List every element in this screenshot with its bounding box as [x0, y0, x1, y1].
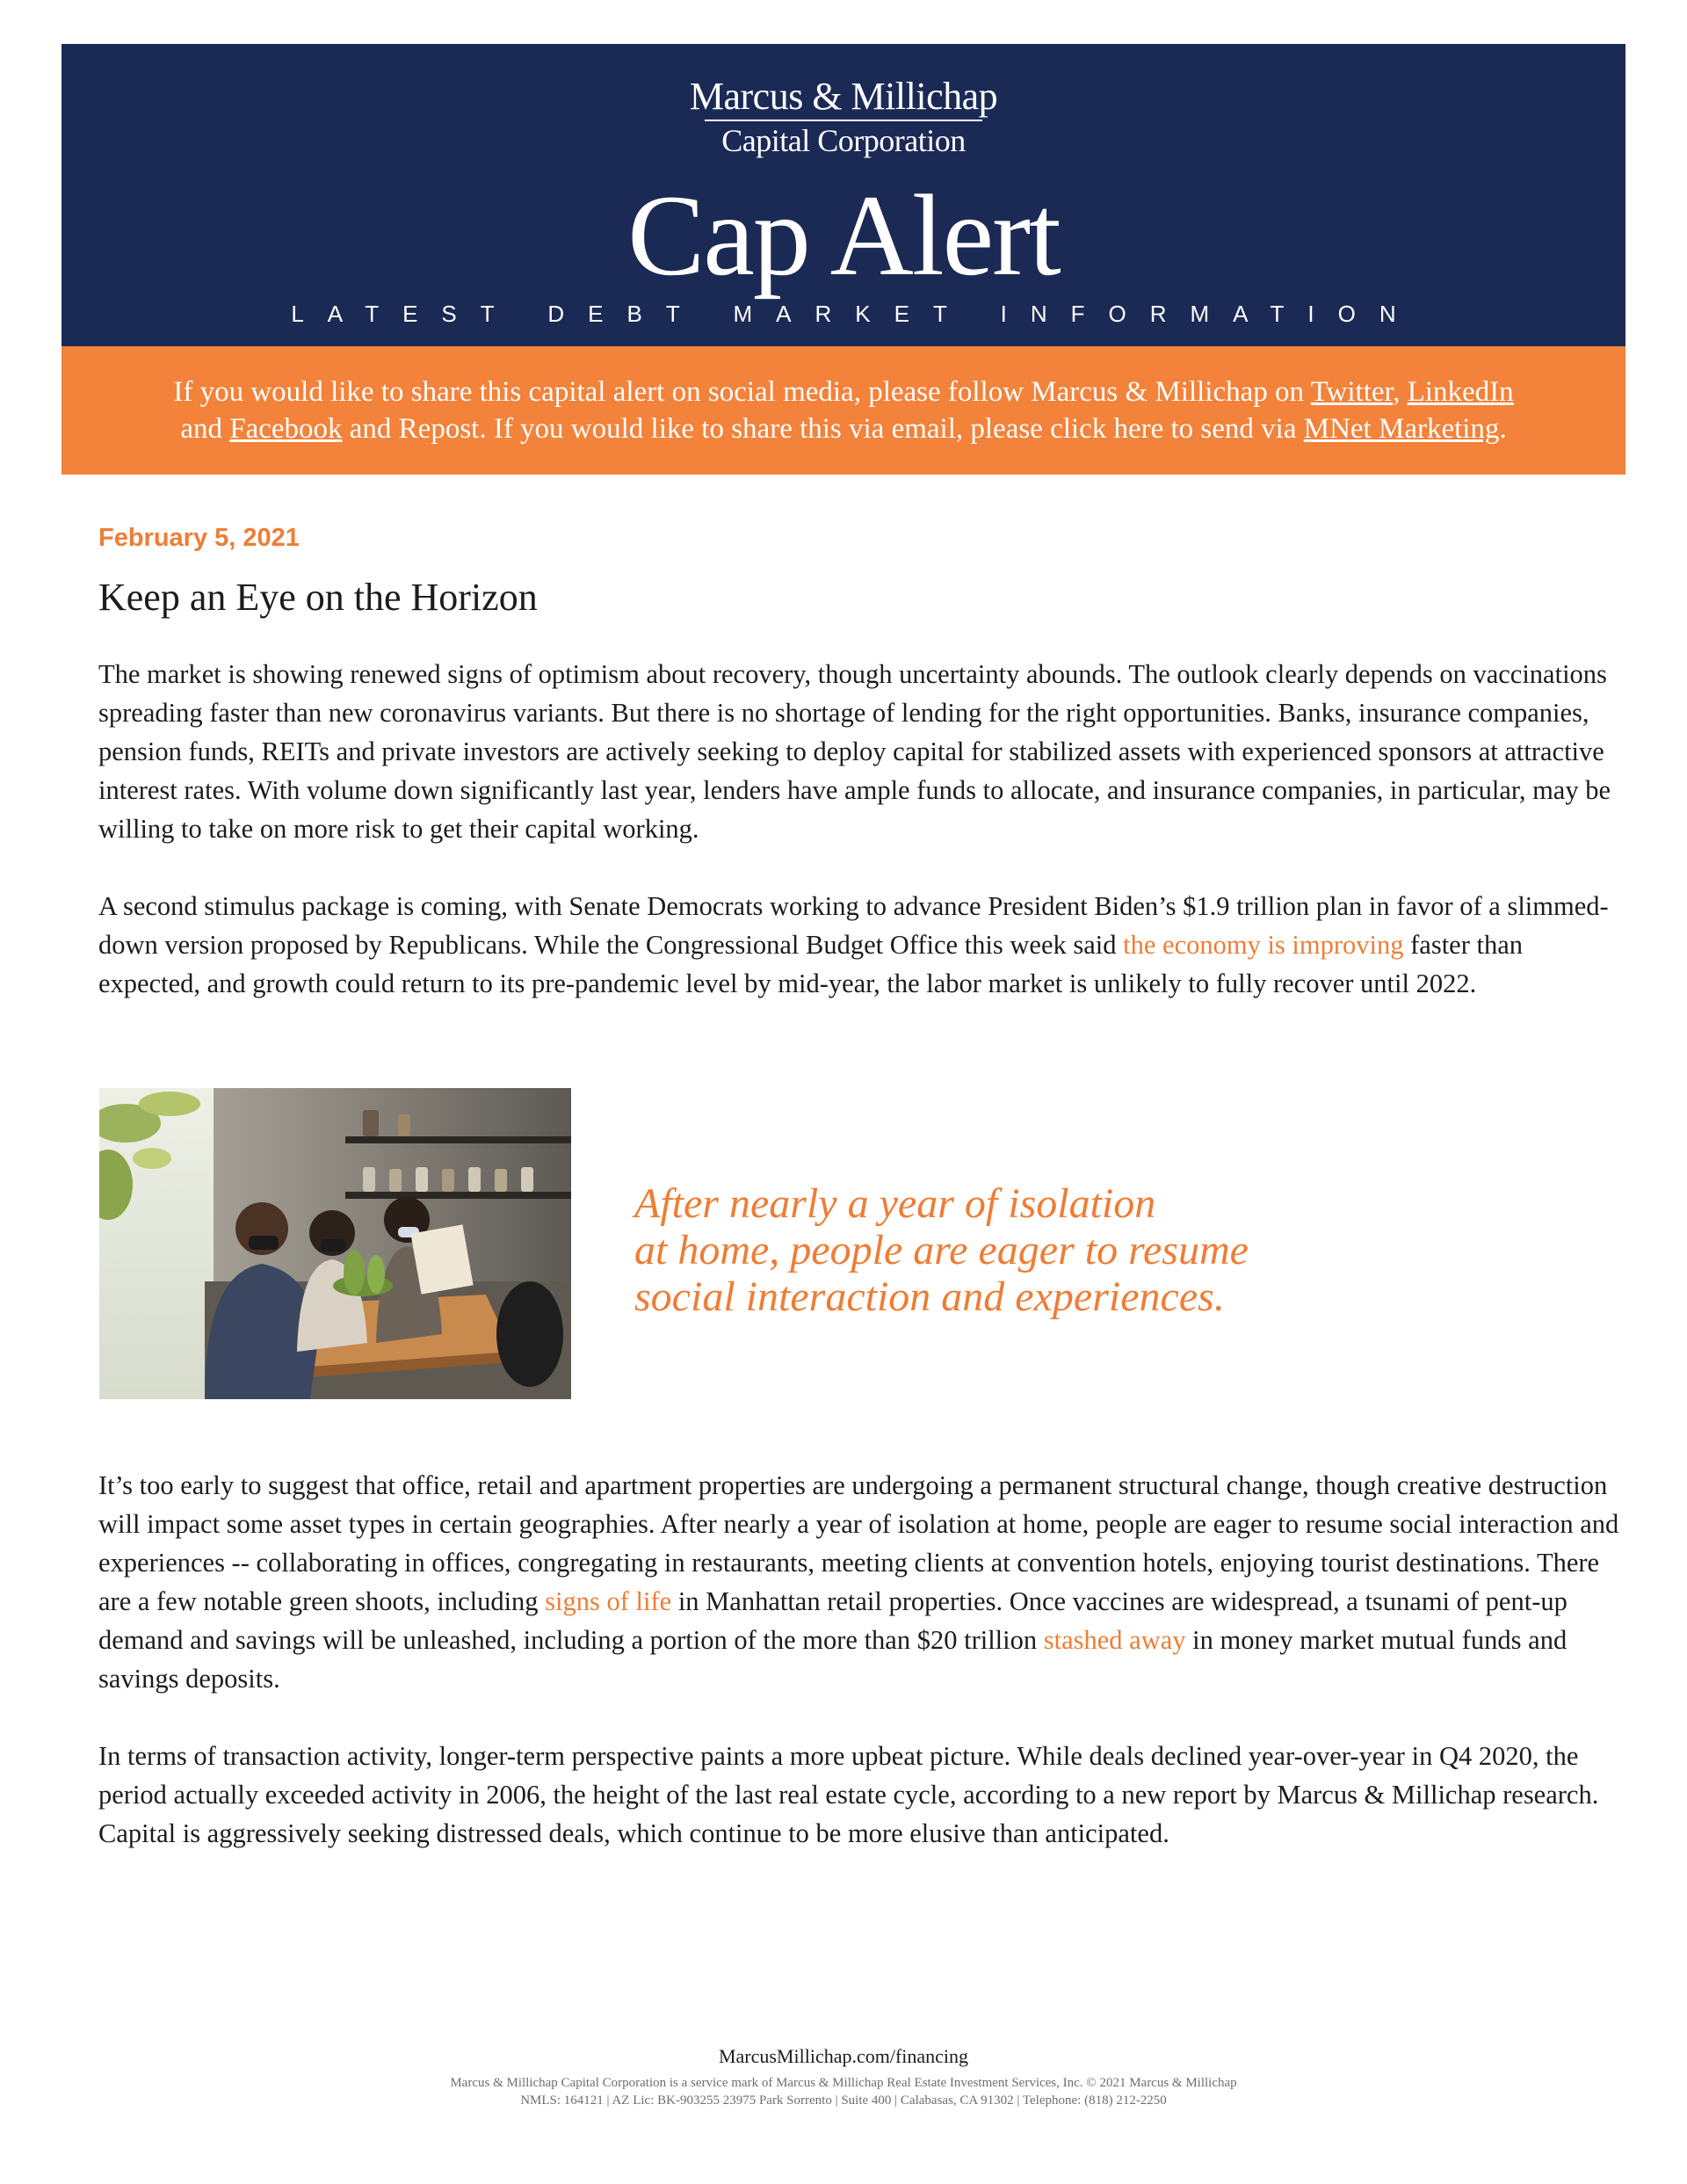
- twitter-link[interactable]: Twitter: [1310, 376, 1394, 408]
- paragraph-3: [98, 1466, 1627, 1698]
- share-line2: [62, 410, 1625, 447]
- mnet-marketing-link[interactable]: MNet Marketing: [1303, 413, 1500, 445]
- logo-rule: [705, 120, 982, 121]
- paragraph-2-text-a: A second stimulus package is coming, with Senate Democrats working to advance President Biden’s $1.9 trillion plan in favor of a slimmed-down version proposed by Republicans. While the Congressional Budget Office this week said: [98, 891, 1609, 960]
- share-period: .: [1499, 413, 1507, 445]
- paragraph-1: The market is showing renewed signs of optimism about recovery, though uncertainty abounds. The outlook clearly depends on vaccinations spreading faster than new coronavirus variants. But there is no shortage of lending for the right opportunities. Banks, insurance companies, pension funds, REITs and private investors are actively seeking to deploy capital for stabilized assets with experienced sponsors at attractive interest rates. With volume down significantly last year, lenders have ample funds to allocate, and insurance companies, in particular, may be willing to take on more risk to get their capital working.: [98, 659, 1611, 844]
- pull-quote: [634, 1180, 1337, 1320]
- company-logo: [62, 76, 1625, 158]
- economy-improving-link[interactable]: the economy is improving: [1123, 930, 1404, 960]
- footer-legal-line1: Marcus & Millichap Capital Corporation is a service mark of Marcus & Millichap Real Estate Investment Services, Inc. © 2021 Marcus & Millichap: [450, 2076, 1237, 2090]
- tagline: LATEST DEBT MARKET INFORMATION: [291, 301, 1420, 327]
- logo-line2: Capital Corporation: [721, 123, 966, 158]
- share-text3: and Repost. If you would like to share this via email, please click here to send via: [342, 413, 1304, 445]
- pull-quote-line3: social interaction and experiences.: [634, 1273, 1225, 1320]
- signs-of-life-link[interactable]: signs of life: [545, 1586, 672, 1616]
- paragraph-3-text-c: in money market mutual funds and savings deposits.: [98, 1625, 1568, 1694]
- article-headline: Keep an Eye on the Horizon: [98, 576, 538, 619]
- article-date: February 5, 2021: [98, 524, 300, 552]
- share-line1: [62, 374, 1625, 410]
- paragraph-2: [98, 887, 1627, 1003]
- paragraph-3-text-b: in Manhattan retail properties. Once vaccines are widespread, a tsunami of pent-up demand and savings will be unleashed, including a portion of the more than $20 trillion: [98, 1586, 1568, 1655]
- facebook-link[interactable]: Facebook: [229, 413, 343, 445]
- pull-quote-line1: After nearly a year of isolation: [634, 1180, 1156, 1227]
- footer-legal: [0, 2074, 1687, 2109]
- share-bar: [62, 346, 1625, 475]
- paragraph-3-text-a: It’s too early to suggest that office, retail and apartment properties are undergoing a permanent structural change, though creative destruction will impact some asset types in certain geographies. After nearly a year of isolation at home, people are eager to resume social interaction and experiences -- collaborating in offices, congregating in restaurants, meeting clients at convention hotels, enjoying tourist destinations. There are a few notable green shoots, including: [98, 1470, 1619, 1616]
- stashed-away-link[interactable]: stashed away: [1043, 1625, 1186, 1655]
- share-text2: and: [180, 413, 230, 445]
- header-banner: [62, 44, 1625, 346]
- footer-legal-line2: NMLS: 164121 | AZ Lic: BK-903255 23975 Park Sorrento | Suite 400 | Calabasas, CA 91302 | Telephone: (818) 212-2250: [520, 2093, 1167, 2108]
- footer-url[interactable]: MarcusMillichap.com/financing: [718, 2045, 969, 2067]
- share-text1: If you would like to share this capital alert on social media, please follow Marcus & Millichap on: [173, 376, 1311, 408]
- paragraph-2-text-b: faster than expected, and growth could return to its pre-pandemic level by mid-year, the labor market is unlikely to fully recover until 2022.: [98, 930, 1523, 998]
- logo-line1: Marcus & Millichap: [689, 75, 998, 118]
- linkedin-link[interactable]: LinkedIn: [1407, 376, 1514, 408]
- share-comma: ,: [1393, 376, 1408, 408]
- pull-quote-line2: at home, people are eager to resume: [634, 1227, 1249, 1273]
- page-title: Cap Alert: [627, 171, 1060, 300]
- paragraph-4: In terms of transaction activity, longer-term perspective paints a more upbeat picture. While deals declined year-over-year in Q4 2020, the period actually exceeded activity in 2006, the height of the last real estate cycle, according to a new report by Marcus & Millichap research. Capital is aggressively seeking distressed deals, which continue to be more elusive than anticipated.: [98, 1741, 1599, 1848]
- cafe-photo: [99, 1088, 571, 1399]
